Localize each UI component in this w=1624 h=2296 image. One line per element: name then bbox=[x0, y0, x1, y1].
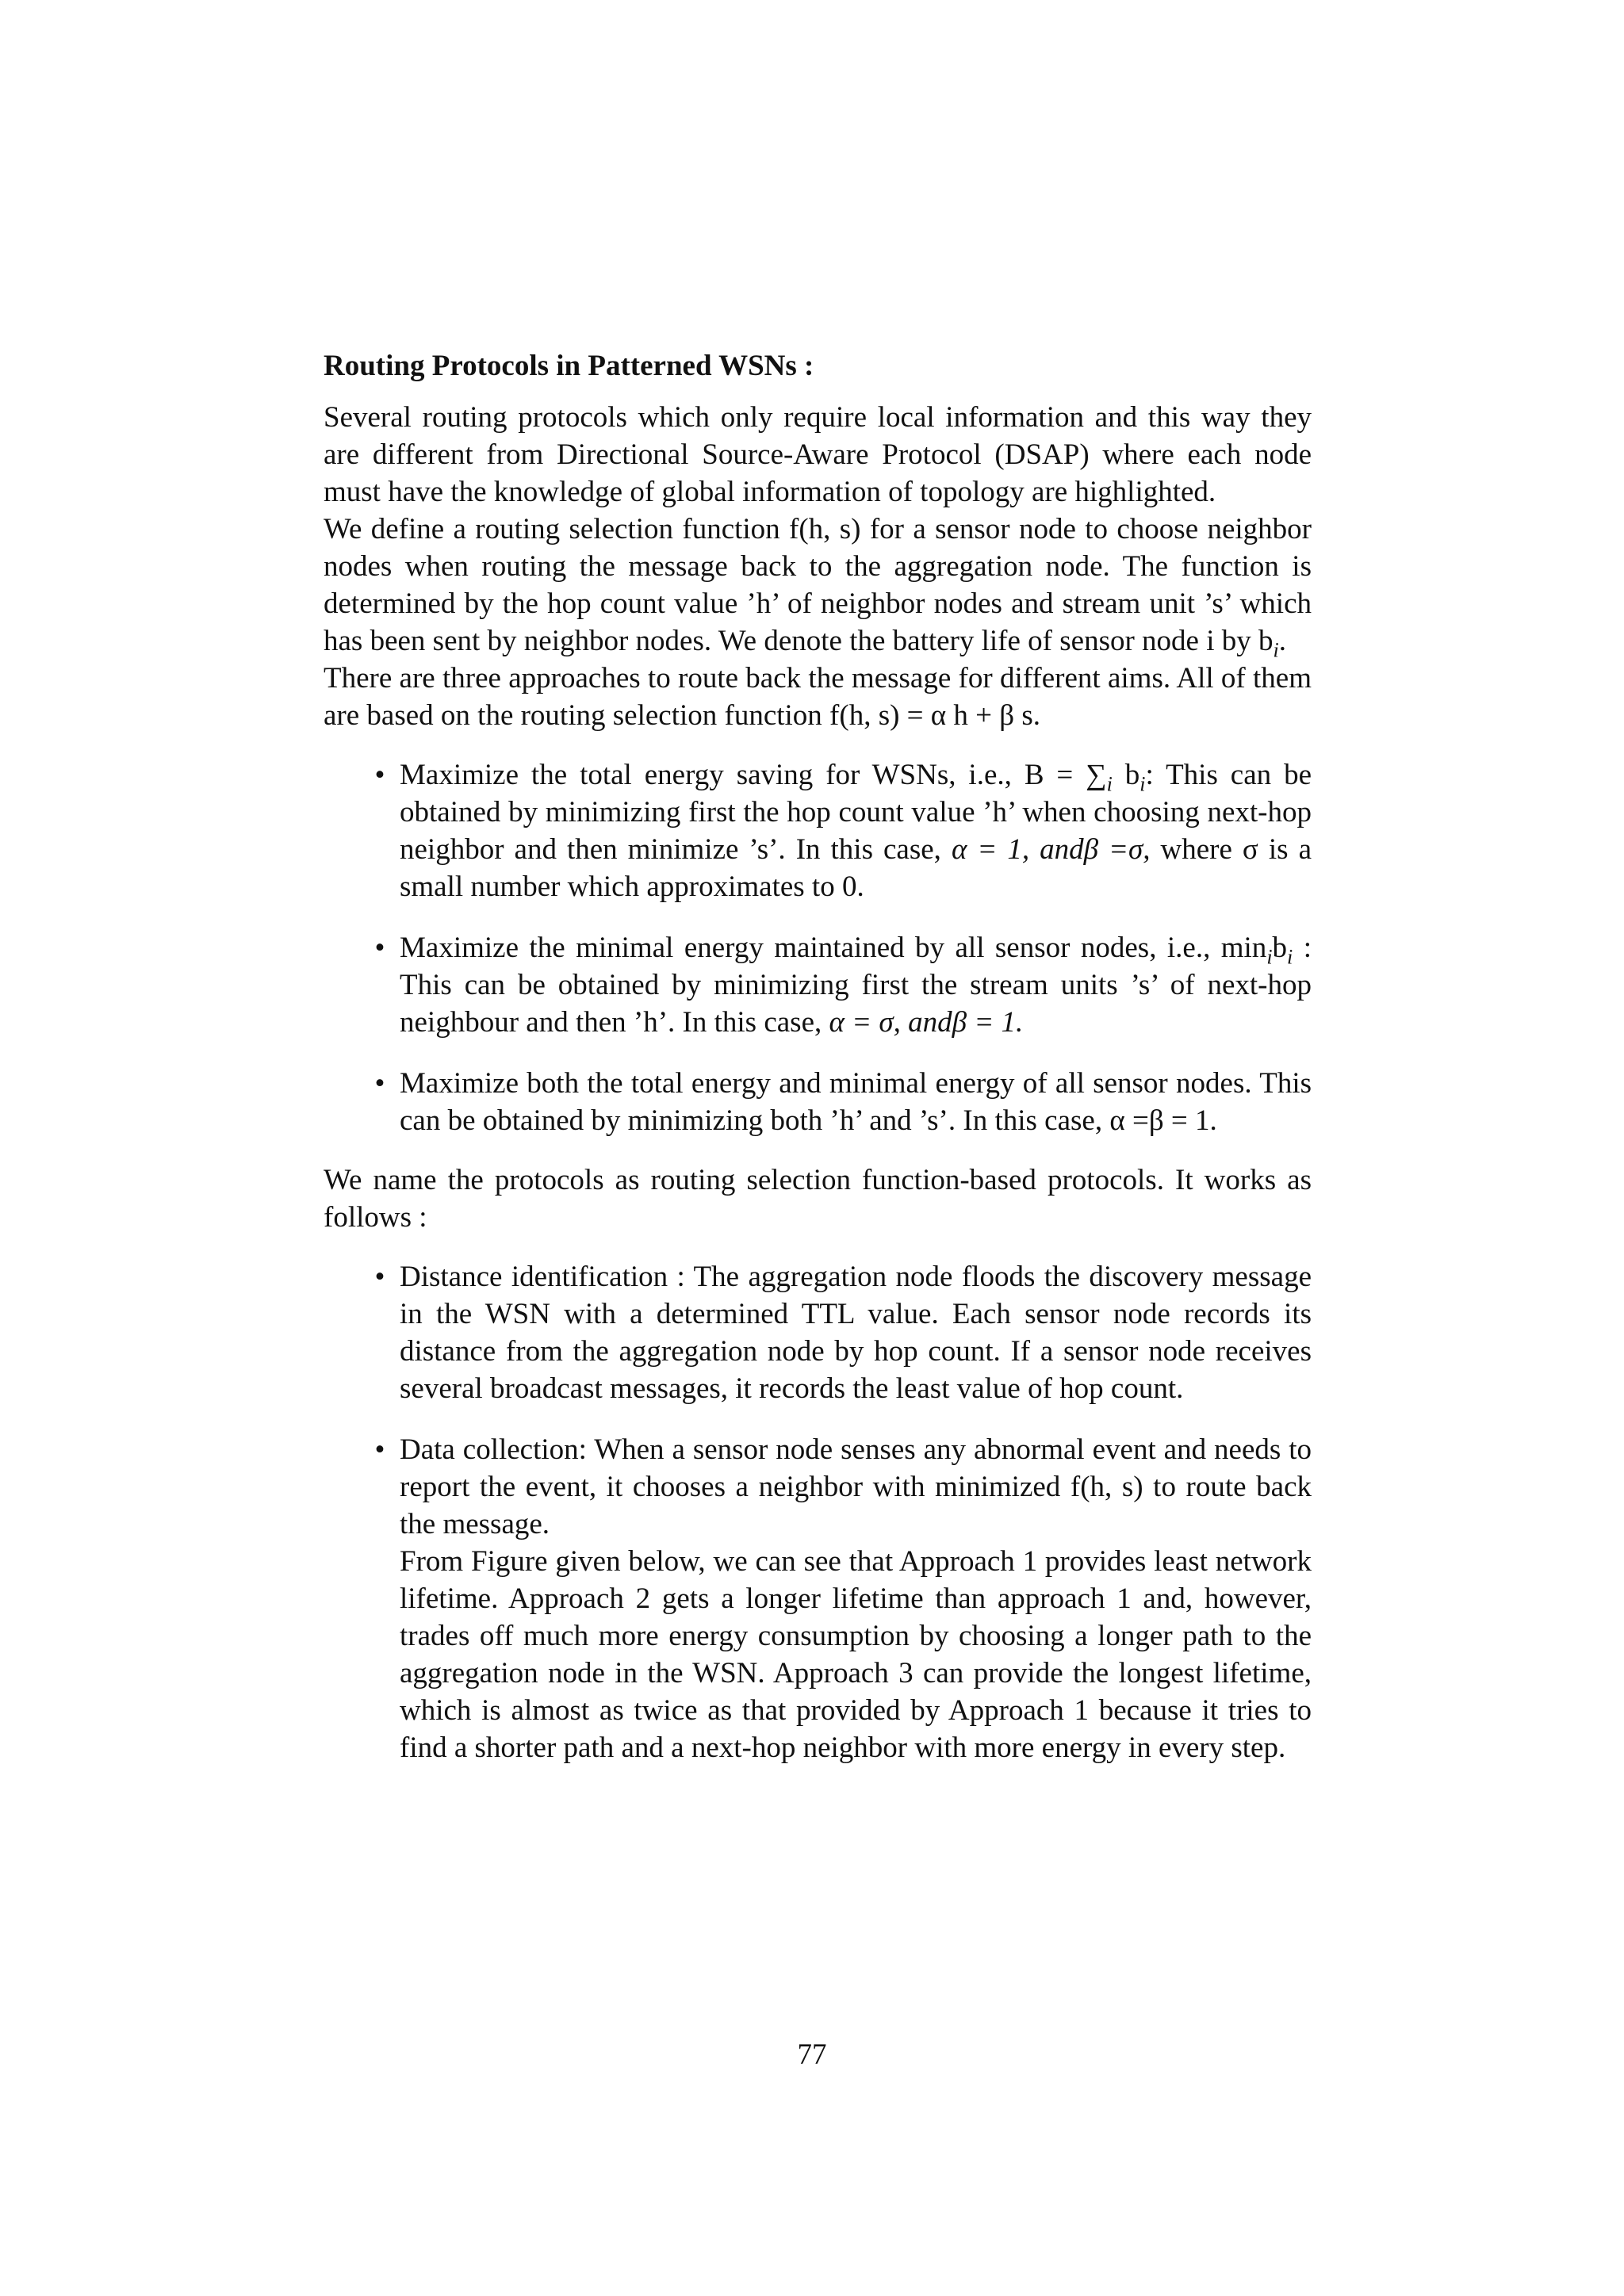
approach-1-after: : This can be obtained by minimizing first the hop count value ’h’ when choosing next-hop neighbor and then minimize ’s’. In this case, bbox=[400, 759, 1312, 866]
bullet-icon: • bbox=[374, 932, 385, 964]
list-item bbox=[324, 1431, 1312, 1766]
list-item bbox=[324, 1258, 1312, 1407]
step-2-extra: From Figure given below, we can see that Approach 1 provides least network lifetime. Approach 2 gets a longer lifetime than approach 1 and, however, trades off much more energy consumption by choosing a longer path to the aggregation node in the WSN. Approach 3 can provide the longest lifetime, which is almost as twice as that provided by Approach 1 because it tries to find a shorter path and a next-hop neighbor with more energy in every step. bbox=[400, 1545, 1312, 1764]
sum-symbol: ∑ bbox=[1086, 759, 1107, 791]
approach-1-tail: where σ is a small number which approximates to 0. bbox=[400, 833, 1312, 903]
protocols-intro: We name the protocols as routing selection function-based protocols. It works as follows : bbox=[324, 1164, 1312, 1234]
steps-list bbox=[324, 1258, 1312, 1766]
approach-2-before: Maximize the minimal energy maintained by all sensor nodes, i.e., min bbox=[400, 932, 1267, 964]
approaches-list bbox=[324, 756, 1312, 1139]
definition-end: . bbox=[1278, 625, 1286, 657]
battery-subscript: i bbox=[1273, 638, 1279, 662]
list-item bbox=[324, 1065, 1312, 1139]
intro-paragraph: Several routing protocols which only require local information and this way they are different from Directional Source-Aware Protocol (DSAP) where each node must have the knowledge of global information of topology are highlighted. bbox=[324, 401, 1312, 508]
bullet-icon: • bbox=[374, 759, 385, 791]
sum-subscript: i bbox=[1106, 772, 1113, 796]
definition-paragraph bbox=[324, 511, 1312, 660]
approach-1-before: Maximize the total energy saving for WSNs, i.e., B = bbox=[400, 759, 1086, 791]
bullet-icon: • bbox=[374, 1067, 385, 1100]
step-2-text: Data collection: When a sensor node senses any abnormal event and needs to report the event, it chooses a neighbor with minimized f(h, s) to route back the message. bbox=[400, 1433, 1312, 1540]
step-1-text: Distance identification : The aggregation node floods the discovery message in the WSN with a determined TTL value. Each sensor node records its distance from the aggregation node by hop count. If a sensor node receives several broadcast messages, it records the least value of hop count. bbox=[400, 1261, 1312, 1405]
approach-2-mid: b bbox=[1272, 932, 1288, 964]
section-heading: Routing Protocols in Patterned WSNs : bbox=[324, 350, 814, 382]
approach-1-mid: b bbox=[1112, 759, 1140, 791]
bullet-icon: • bbox=[374, 1433, 385, 1466]
b-subscript: i bbox=[1139, 772, 1146, 796]
list-item bbox=[324, 756, 1312, 905]
approaches-paragraph: There are three approaches to route back the message for different aims. All of them are based on the routing selection function f(h, s) = α h + β s. bbox=[324, 662, 1312, 732]
b-subscript: i bbox=[1287, 945, 1293, 969]
list-item bbox=[324, 929, 1312, 1041]
definition-text: We define a routing selection function f(h, s) for a sensor node to choose neighbor nodes when routing the message back to the aggregation node. The function is determined by the hop count value ’h’ of neighbor nodes and stream unit ’s’ which has been sent by neighbor nodes. We denote the battery life of sensor node i by b bbox=[324, 513, 1312, 657]
approach-2-math: α = σ, andβ = 1. bbox=[829, 1006, 1024, 1039]
bullet-icon: • bbox=[374, 1261, 385, 1293]
approach-3-text: Maximize both the total energy and minimal energy of all sensor nodes. This can be obtained by minimizing both ’h’ and ’s’. In this case, α =β = 1. bbox=[400, 1067, 1312, 1137]
page-number: 77 bbox=[797, 2038, 827, 2071]
page-content bbox=[324, 347, 1312, 1789]
approach-1-math: α = 1, andβ =σ, bbox=[951, 833, 1151, 866]
approach-2-after: : This can be obtained by minimizing first the stream units ’s’ of next-hop neighbour and then ’h’. In this case, bbox=[400, 932, 1312, 1039]
min-subscript: i bbox=[1266, 945, 1273, 969]
